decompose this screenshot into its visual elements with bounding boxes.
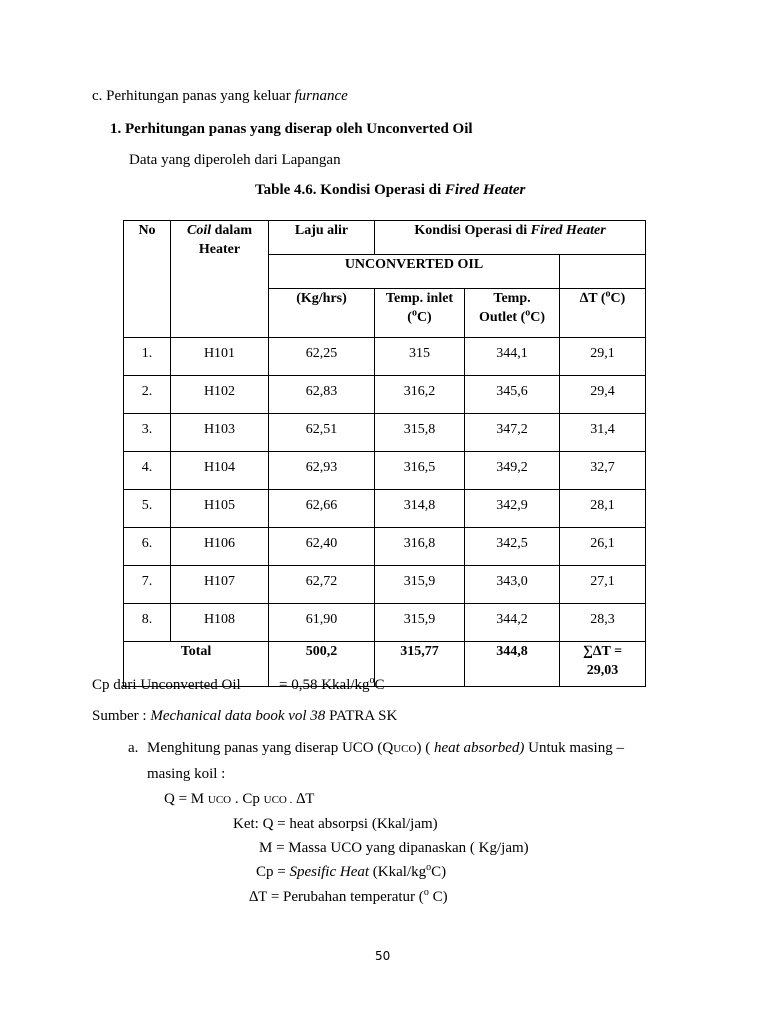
- total-temp-outlet: 344,8: [465, 642, 560, 687]
- ket-cp-post: (Kkal/kg: [369, 864, 427, 880]
- cell-temp-outlet: 342,5: [465, 528, 560, 566]
- ket-cp-italic: Spesific Heat: [289, 864, 370, 880]
- cell-flow: 62,40: [269, 528, 375, 566]
- heading-c: [92, 87, 348, 105]
- cell-no: 5.: [124, 490, 171, 528]
- ket-cp-line: [256, 863, 446, 881]
- unit-temp-inlet: [375, 289, 465, 338]
- operating-conditions-table: [123, 220, 646, 687]
- cell-coil: H102: [171, 376, 269, 414]
- table-row: [124, 338, 646, 376]
- ket-cp-end: C): [431, 864, 447, 880]
- cell-temp-outlet: 345,6: [465, 376, 560, 414]
- cell-temp-inlet: 315,9: [375, 604, 465, 642]
- source-line: [92, 707, 397, 725]
- item-a-marker: a.: [128, 740, 139, 756]
- unit-temp-inlet-line1: Temp. inlet: [385, 291, 454, 306]
- unit-temp-outlet: [465, 289, 560, 338]
- table-caption-text: Table 4.6. Kondisi Operasi di: [255, 182, 445, 198]
- heading-c-text: c. Perhitungan panas yang keluar: [92, 88, 295, 104]
- cell-delta-t: 28,3: [560, 604, 646, 642]
- cp-label: Cp dari Unconverted Oil: [92, 677, 241, 693]
- cell-coil: H104: [171, 452, 269, 490]
- ket-dt-post: C): [428, 889, 448, 905]
- table-row: [124, 528, 646, 566]
- cp-value-sup: o: [369, 675, 375, 686]
- cell-no: 7.: [124, 566, 171, 604]
- heading-c-italic: furnance: [294, 88, 348, 104]
- source-prefix: Sumber :: [92, 708, 151, 724]
- cell-temp-inlet: 316,8: [375, 528, 465, 566]
- cell-temp-inlet: 316,5: [375, 452, 465, 490]
- table-caption: [255, 181, 525, 199]
- page-number: 50: [375, 949, 391, 963]
- ket-dt-line: [249, 888, 448, 906]
- formula-q: Q = M: [164, 791, 208, 807]
- cell-coil: H108: [171, 604, 269, 642]
- item-a-italic: heat absorbed): [433, 740, 525, 756]
- formula-mid: . Cp: [231, 791, 264, 807]
- source-italic: Mechanical data book vol 38: [150, 708, 326, 724]
- unit-temp-outlet-line1: Temp.: [493, 291, 531, 306]
- total-flow: 500,2: [269, 642, 375, 687]
- cell-no: 8.: [124, 604, 171, 642]
- table-row: [124, 376, 646, 414]
- cell-delta-t: 26,1: [560, 528, 646, 566]
- cell-coil: H103: [171, 414, 269, 452]
- total-label: Total: [124, 642, 269, 687]
- table-caption-italic: Fired Heater: [444, 182, 526, 198]
- unit-temp-outlet-post: C): [530, 310, 546, 325]
- table-row: [124, 490, 646, 528]
- cp-value-post: C: [374, 677, 385, 693]
- cp-value: [279, 676, 385, 694]
- cell-delta-t: 29,4: [560, 376, 646, 414]
- cell-temp-outlet: 344,1: [465, 338, 560, 376]
- cell-temp-outlet: 342,9: [465, 490, 560, 528]
- header-conditions-italic: Fired Heater: [530, 223, 606, 238]
- heading-1: 1. Perhitungan panas yang diserap oleh Unconverted Oil: [110, 121, 473, 137]
- cell-coil: H105: [171, 490, 269, 528]
- unit-delta-t-sup: o: [605, 288, 611, 300]
- cell-no: 3.: [124, 414, 171, 452]
- cell-coil: H101: [171, 338, 269, 376]
- cell-no: 4.: [124, 452, 171, 490]
- cell-temp-outlet: 347,2: [465, 414, 560, 452]
- table-row: [124, 566, 646, 604]
- ket-q-line: Ket: Q = heat absorpsi (Kkal/jam): [233, 816, 438, 832]
- cell-temp-outlet: 349,2: [465, 452, 560, 490]
- table-row: [124, 414, 646, 452]
- cell-no: 1.: [124, 338, 171, 376]
- unit-delta-t-pre: ∆T (: [579, 291, 606, 306]
- data-source-line: Data yang diperoleh dari Lapangan: [129, 152, 341, 168]
- cell-delta-t: 29,1: [560, 338, 646, 376]
- formula: [164, 790, 314, 809]
- header-coil-rest: dalam: [211, 223, 252, 238]
- total-delta-t-line2: 29,03: [586, 663, 619, 678]
- cp-value-pre: = 0,58 Kkal/kg: [279, 677, 370, 693]
- item-a-uco: UCO: [393, 743, 417, 755]
- cell-coil: H107: [171, 566, 269, 604]
- cell-temp-inlet: 314,8: [375, 490, 465, 528]
- item-a-line1: [147, 739, 624, 758]
- formula-dt: ∆T: [292, 791, 315, 807]
- cell-no: 6.: [124, 528, 171, 566]
- item-a-t3: Untuk masing –: [524, 740, 624, 756]
- item-a-t1: Menghitung panas yang diserap UCO (Q: [147, 740, 394, 756]
- header-flow: Laju alir: [269, 221, 375, 255]
- cell-flow: 61,90: [269, 604, 375, 642]
- unit-temp-inlet-sup: o: [411, 307, 417, 319]
- cell-flow: 62,51: [269, 414, 375, 452]
- header-coil-italic: Coil: [187, 223, 212, 238]
- source-suffix: PATRA SK: [325, 708, 398, 724]
- cell-temp-inlet: 315,8: [375, 414, 465, 452]
- header-coil-line2: Heater: [198, 242, 241, 257]
- cell-temp-inlet: 315,9: [375, 566, 465, 604]
- header-conditions: [375, 221, 646, 255]
- unit-temp-inlet-post: C): [416, 310, 432, 325]
- cell-flow: 62,25: [269, 338, 375, 376]
- cell-coil: H106: [171, 528, 269, 566]
- cell-flow: 62,83: [269, 376, 375, 414]
- formula-cp-sub: UCO .: [263, 794, 293, 806]
- cell-flow: 62,72: [269, 566, 375, 604]
- cell-flow: 62,93: [269, 452, 375, 490]
- ket-dt-pre: ∆T = Perubahan temperatur (: [249, 889, 424, 905]
- unit-temp-outlet-sup: o: [525, 307, 531, 319]
- subheader-unconverted-oil: UNCONVERTED OIL: [269, 255, 560, 289]
- ket-cp-sup: o: [426, 862, 432, 873]
- unit-delta-t-post: C): [610, 291, 626, 306]
- header-no: No: [124, 221, 171, 338]
- cell-flow: 62,66: [269, 490, 375, 528]
- table-row: [124, 604, 646, 642]
- item-a-t2: ) (: [416, 740, 434, 756]
- cell-temp-outlet: 343,0: [465, 566, 560, 604]
- table-row: [124, 452, 646, 490]
- ket-dt-sup: o: [423, 887, 429, 898]
- total-temp-inlet: 315,77: [375, 642, 465, 687]
- total-delta-t: [560, 642, 646, 687]
- header-conditions-text: Kondisi Operasi di: [414, 223, 531, 238]
- cell-temp-inlet: 315: [375, 338, 465, 376]
- header-coil: [171, 221, 269, 338]
- cell-delta-t: 27,1: [560, 566, 646, 604]
- cell-temp-outlet: 344,2: [465, 604, 560, 642]
- unit-flow: (Kg/hrs): [269, 289, 375, 338]
- cell-temp-inlet: 316,2: [375, 376, 465, 414]
- cell-delta-t: 28,1: [560, 490, 646, 528]
- subheader-empty: [560, 255, 646, 289]
- unit-temp-outlet-pre: Outlet (: [478, 310, 526, 325]
- formula-m-sub: UCO: [207, 794, 232, 806]
- cell-delta-t: 32,7: [560, 452, 646, 490]
- cell-no: 2.: [124, 376, 171, 414]
- item-a-line2: masing koil :: [147, 766, 226, 782]
- unit-delta-t: [560, 289, 646, 338]
- ket-cp-pre: Cp =: [256, 864, 290, 880]
- ket-m-line: M = Massa UCO yang dipanaskan ( Kg/jam): [259, 840, 529, 856]
- unit-temp-inlet-pre: (: [407, 310, 412, 325]
- total-delta-t-line1: ∑∆T =: [582, 644, 623, 659]
- cell-delta-t: 31,4: [560, 414, 646, 452]
